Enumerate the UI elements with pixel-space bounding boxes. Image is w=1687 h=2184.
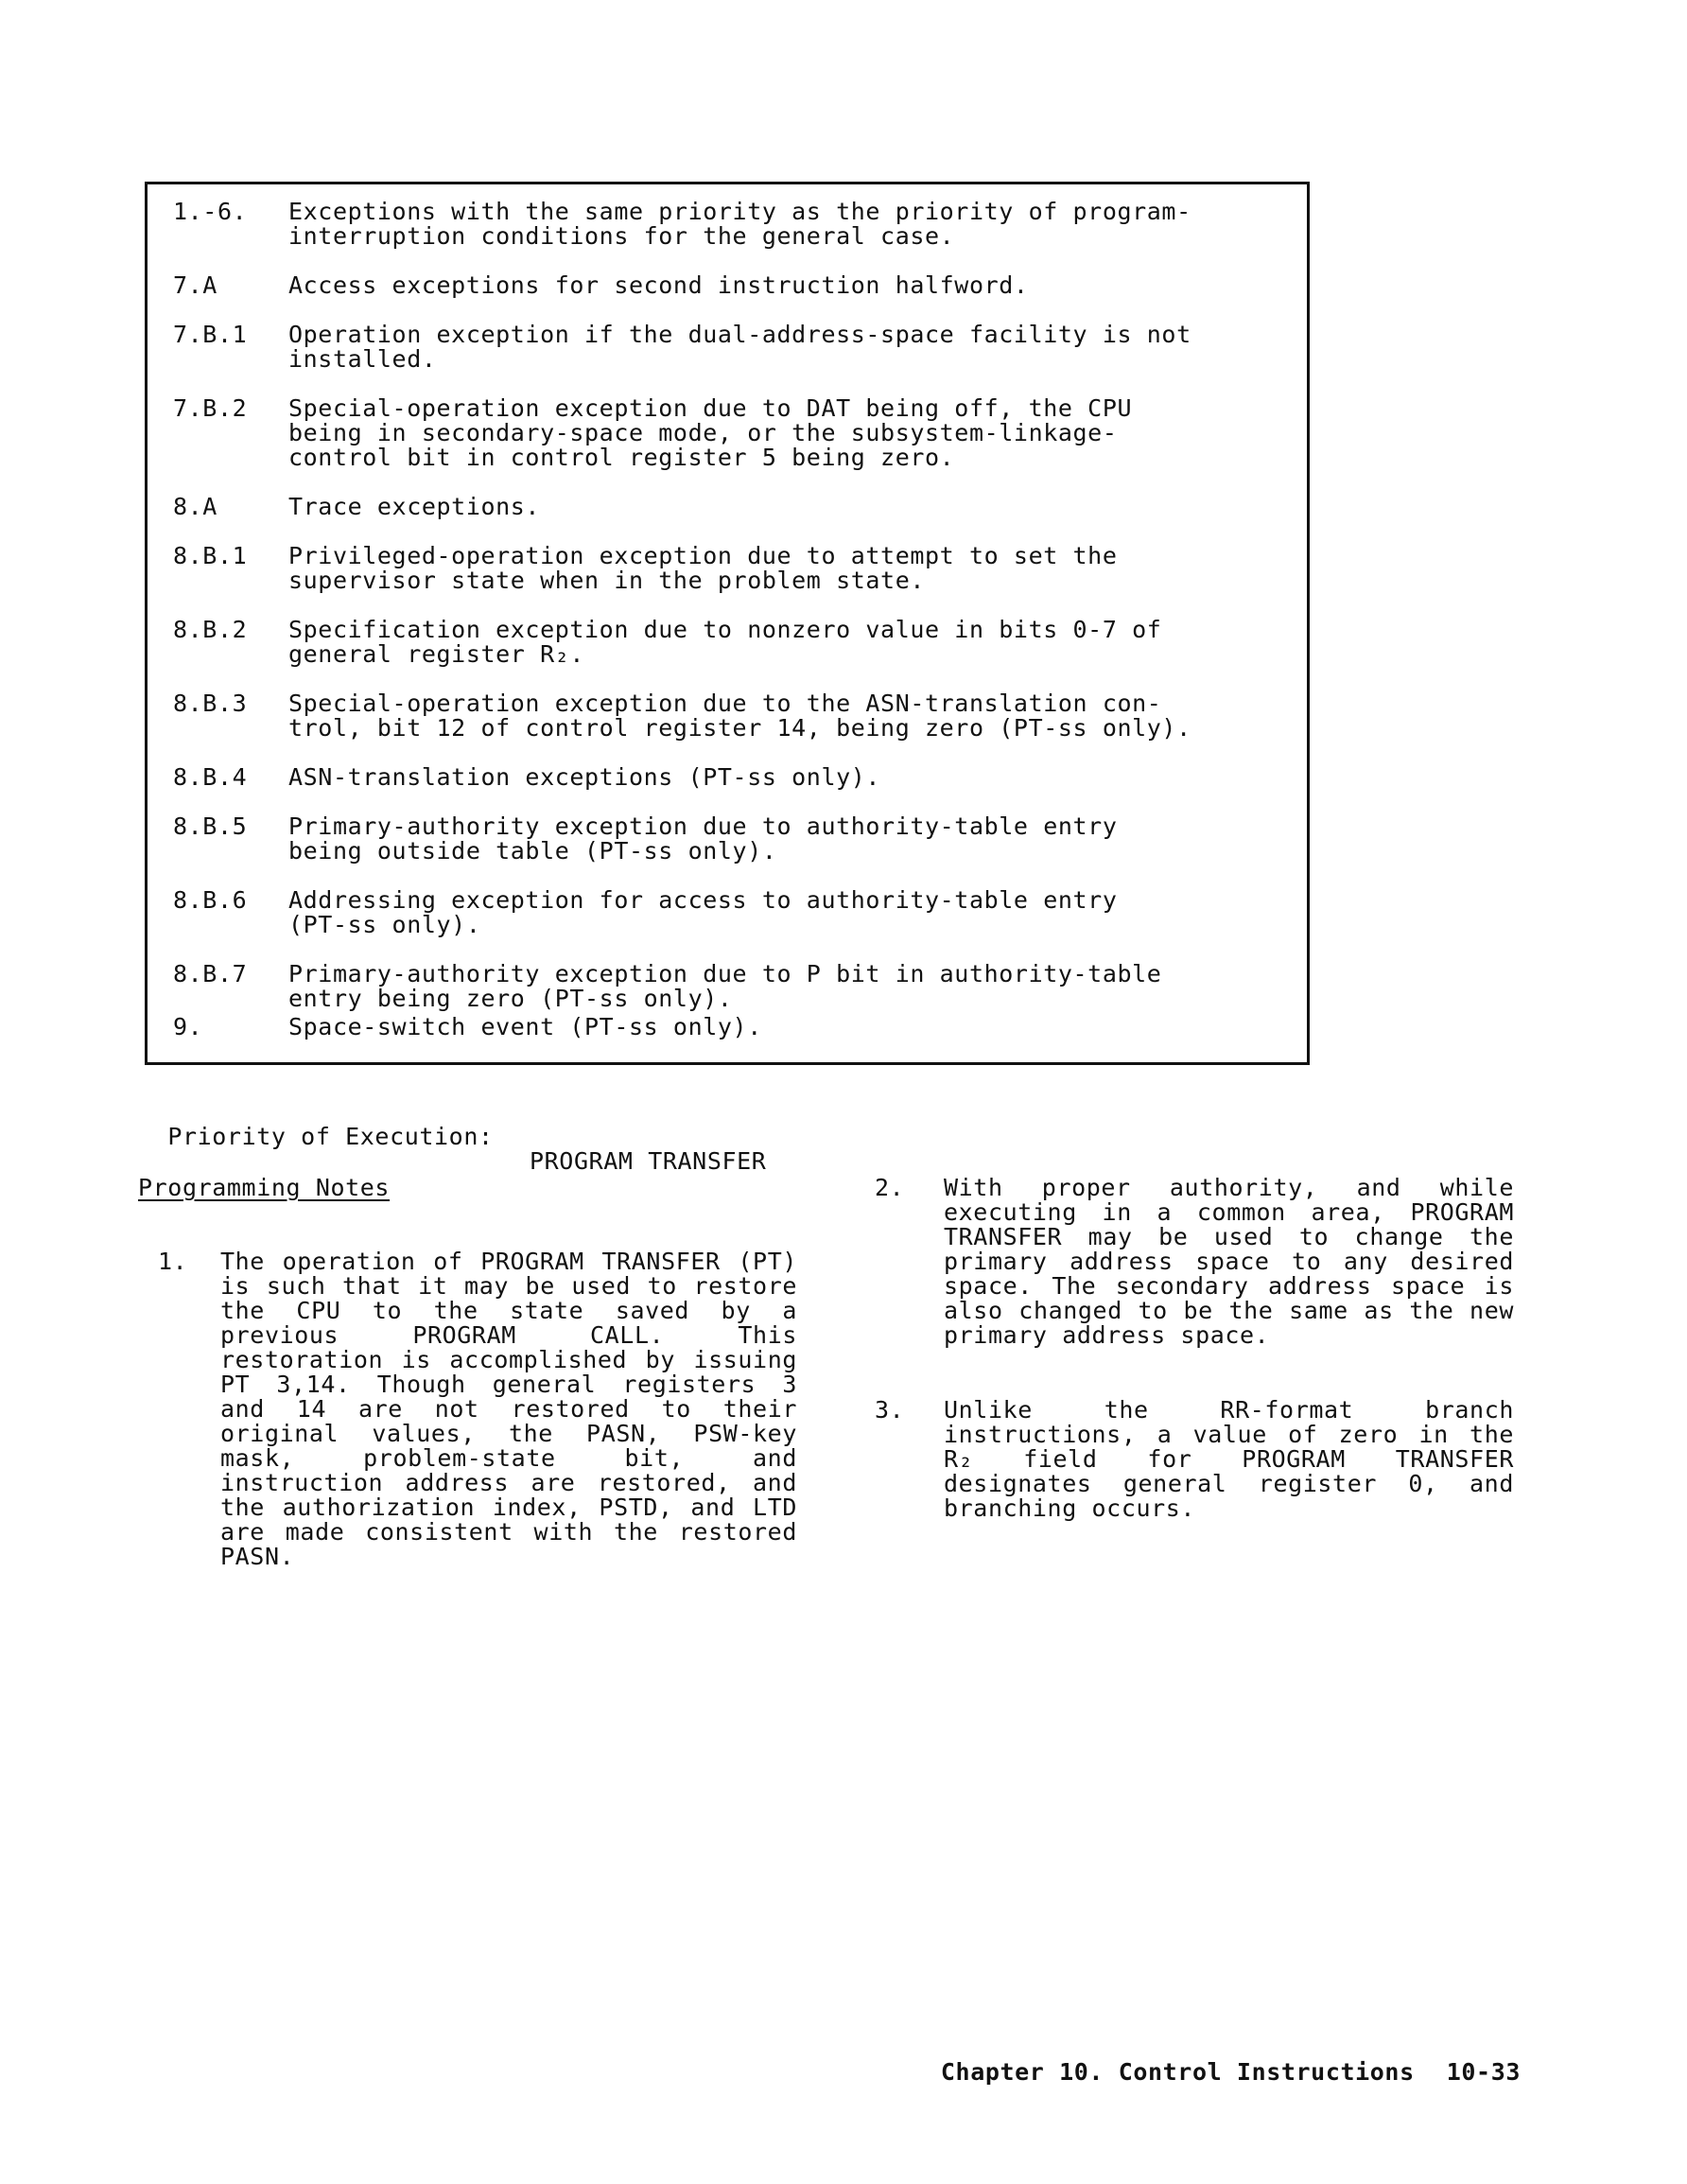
priority-code: 8.B.2 (173, 616, 248, 643)
programming-note (875, 1398, 1518, 1549)
priority-code: 8.B.3 (173, 690, 248, 717)
exception-priority-box (145, 182, 1310, 1065)
note-number: 2. (875, 1174, 905, 1201)
priority-code: 8.B.5 (173, 812, 248, 840)
note-number: 1. (158, 1248, 188, 1275)
priority-code: 8.B.7 (173, 960, 248, 987)
priority-code: 8.B.1 (173, 542, 248, 569)
priority-text: Primary-authority exception due to authority-table entry being outside table (PT-ss only). (288, 812, 1118, 865)
priority-code: 1.-6. (173, 198, 248, 225)
priority-text: Trace exceptions. (288, 493, 541, 520)
priority-code: 7.A (173, 271, 217, 299)
priority-code: 7.B.2 (173, 394, 248, 422)
note-number: 3. (875, 1396, 905, 1424)
programming-notes-heading: Programming Notes (138, 1174, 391, 1201)
note-text: With proper authority, and while executing in a common area, PROGRAM TRANSFER may be used to change the primary address space to any desired space. The secondary address space is also changed to be the same as the new primary address space. (944, 1174, 1514, 1349)
priority-text: Special-operation exception due to the ASN-translation con- trol, bit 12 of control register 14, being zero (PT-ss only). (288, 690, 1191, 742)
execution-value: PROGRAM TRANSFER (530, 1147, 767, 1175)
priority-text: Specification exception due to nonzero value in bits 0-7 of general register R₂. (288, 616, 1162, 668)
priority-text: Special-operation exception due to DAT being off, the CPU being in secondary-space mode, or the subsystem-linkage- control bit in control register 5 being zero. (288, 394, 1133, 471)
page-number: 10-33 (1446, 2058, 1521, 2086)
programming-note (875, 1176, 1518, 1384)
priority-text: Privileged-operation exception due to attempt to set the supervisor state when in the problem state. (288, 542, 1118, 594)
priority-text: Addressing exception for access to authority-table entry (PT-ss only). (288, 886, 1118, 938)
chapter-title: Chapter 10. Control Instructions (940, 2058, 1415, 2086)
note-text: Unlike the RR-format branch instructions, a value of zero in the R₂ field for PROGRAM TRANSFER designates general register 0, and branching occurs. (944, 1396, 1514, 1522)
priority-code: 8.B.4 (173, 763, 248, 791)
priority-text: Operation exception if the dual-address-space facility is not installed. (288, 321, 1191, 373)
note-text: The operation of PROGRAM TRANSFER (PT) is such that it may be used to restore the CPU to the state saved by a previous PROGRAM CALL. This restoration is accomplished by issuing PT 3,14. Though general registers 3 and 14 are not restored to their original values, the PASN, PSW-key mask, problem-state bit, and instruction address are restored, and the authorization index, PSTD, and LTD are made consistent with the restored PASN. (220, 1248, 797, 1570)
priority-text: Primary-authority exception due to P bit in authority-table entry being zero (PT-ss only). (288, 960, 1162, 1012)
priority-text: ASN-translation exceptions (PT-ss only). (288, 763, 881, 791)
programming-note (158, 1249, 810, 1571)
priority-code: 7.B.1 (173, 321, 248, 348)
priority-code: 8.B.6 (173, 886, 248, 914)
execution-label: Priority of Execution: (167, 1123, 494, 1150)
priority-of-execution (138, 1100, 767, 1175)
priority-code: 9. (173, 1013, 203, 1040)
page-footer (912, 2035, 1521, 2085)
priority-text: Space-switch event (PT-ss only). (288, 1013, 762, 1040)
priority-text: Exceptions with the same priority as the priority of program- interruption conditions for the general case. (288, 198, 1191, 250)
priority-code: 8.A (173, 493, 217, 520)
priority-text: Access exceptions for second instruction halfword. (288, 271, 1029, 299)
